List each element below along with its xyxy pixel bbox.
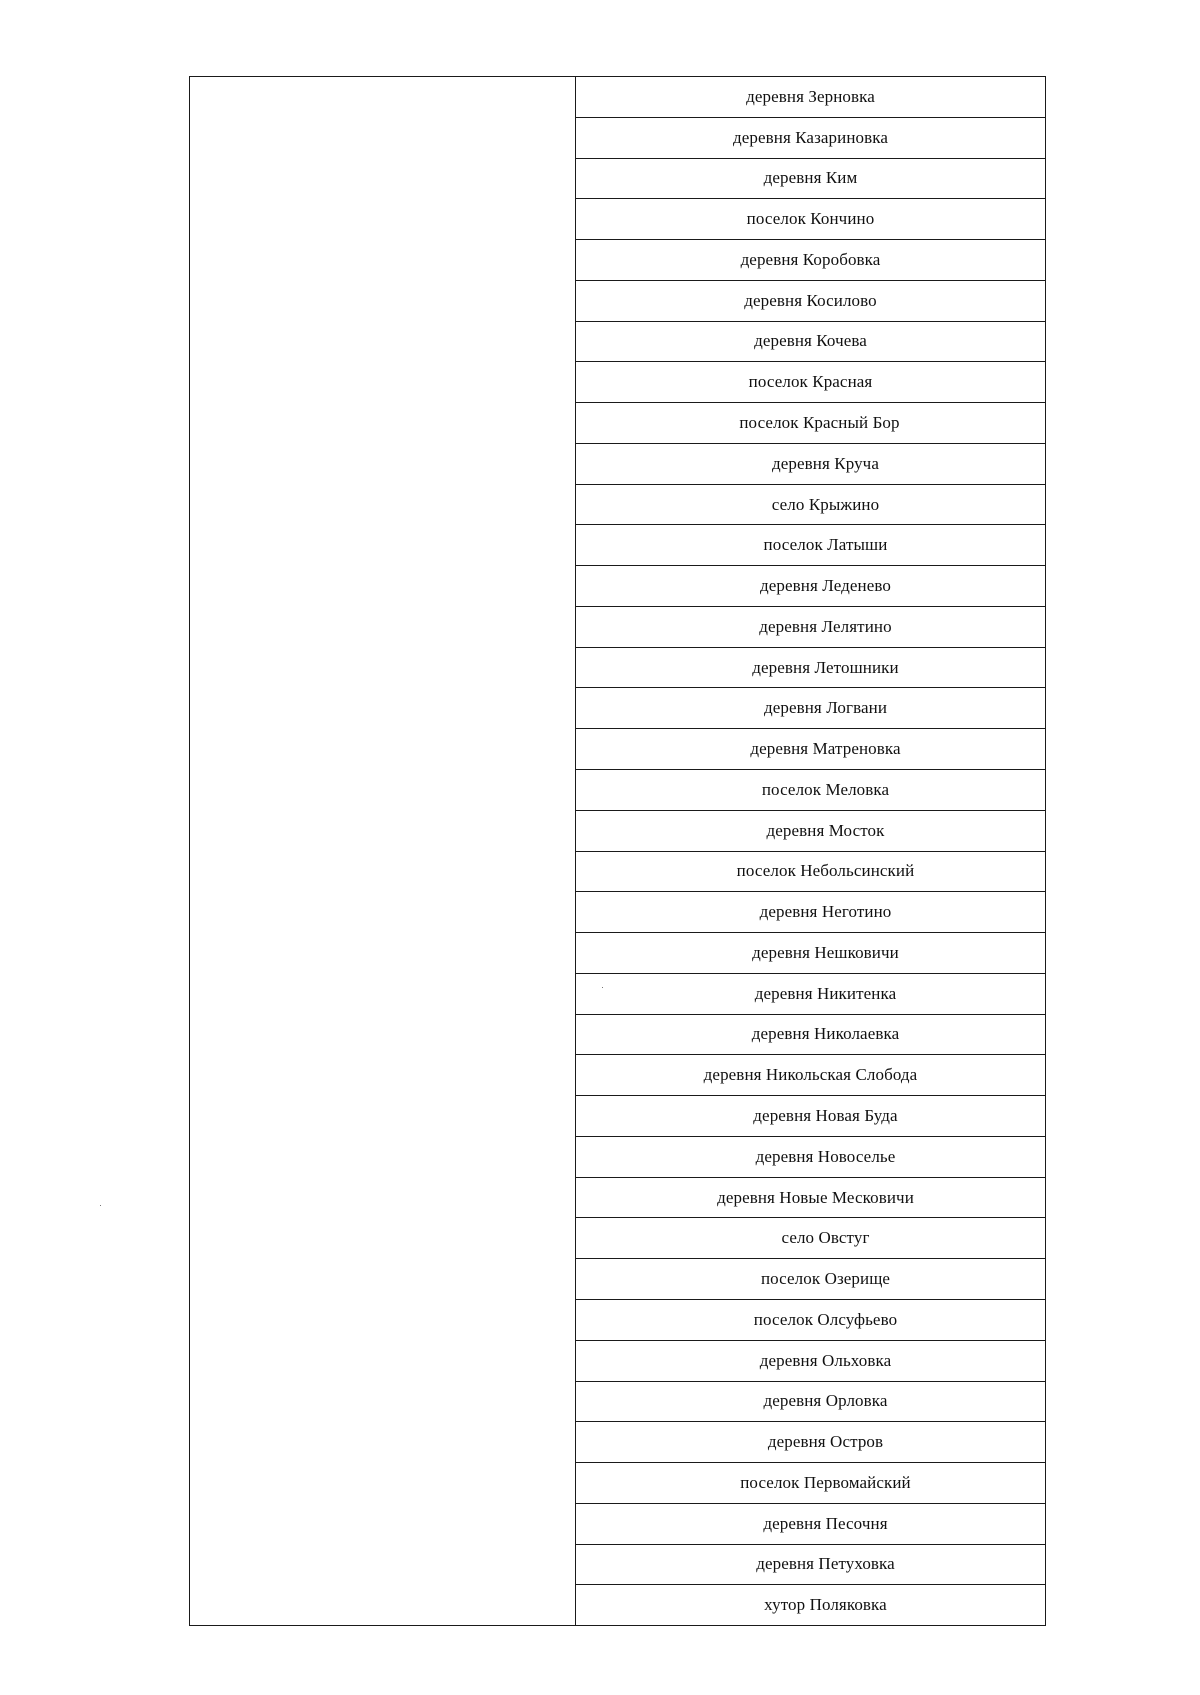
table-row: [576, 1585, 1045, 1625]
left-empty-cell: [190, 77, 576, 1625]
table-row: [576, 1422, 1045, 1463]
settlement-name: деревня Косилово: [744, 290, 877, 310]
table-row: [576, 77, 1045, 118]
settlement-name: деревня Новая Буда: [753, 1106, 898, 1126]
table-row: [576, 525, 1045, 566]
settlements-column: [576, 77, 1045, 1625]
scan-speck: [602, 987, 603, 988]
settlement-name: поселок Первомайский: [740, 1472, 911, 1492]
table-row: [576, 118, 1045, 159]
settlement-name: деревня Неготино: [759, 902, 892, 922]
settlement-name: деревня Казариновка: [732, 127, 889, 147]
settlement-name: деревня Логвани: [763, 698, 888, 718]
settlement-name: деревня Песочня: [763, 1513, 888, 1533]
table-row: [576, 933, 1045, 974]
settlement-name: поселок Озерище: [760, 1269, 891, 1289]
table-row: [576, 770, 1045, 811]
table-row: [576, 729, 1045, 770]
table-row: [576, 688, 1045, 729]
settlement-name: деревня Остров: [767, 1432, 884, 1452]
table-row: [576, 159, 1045, 200]
table-row: [576, 1382, 1045, 1423]
table-row: [576, 566, 1045, 607]
table-row: [576, 852, 1045, 893]
settlement-name: деревня Леденево: [759, 576, 892, 596]
settlement-name: деревня Мосток: [766, 820, 885, 840]
settlement-name: деревня Николаевка: [751, 1024, 900, 1044]
table-row: [576, 485, 1045, 526]
settlements-table: [189, 76, 1046, 1626]
table-row: [576, 362, 1045, 403]
settlement-name: деревня Летошники: [752, 657, 899, 677]
table-row: [576, 322, 1045, 363]
table-row: [576, 974, 1045, 1015]
table-row: [576, 1015, 1045, 1056]
table-row: [576, 811, 1045, 852]
settlement-name: деревня Кочева: [754, 331, 867, 351]
settlement-name: поселок Олсуфьево: [753, 1309, 898, 1329]
settlement-name: деревня Коробовка: [740, 249, 881, 269]
table-row: [576, 1259, 1045, 1300]
settlement-name: деревня Новые Месковичи: [717, 1187, 914, 1207]
settlement-name: поселок Красная: [748, 372, 873, 392]
table-row: [576, 1504, 1045, 1545]
table-row: [576, 403, 1045, 444]
table-row: [576, 281, 1045, 322]
settlement-name: хутор Поляковка: [764, 1595, 887, 1615]
settlement-name: деревня Ким: [763, 168, 858, 188]
settlement-name: деревня Нешковичи: [752, 942, 899, 962]
settlement-name: деревня Ольховка: [759, 1350, 892, 1370]
settlement-name: поселок Небольсинский: [736, 861, 915, 881]
table-row: [576, 1178, 1045, 1219]
table-row: [576, 444, 1045, 485]
table-row: [576, 648, 1045, 689]
table-row: [576, 199, 1045, 240]
settlement-name: село Крыжино: [771, 494, 880, 514]
settlement-name: поселок Меловка: [761, 779, 890, 799]
settlement-name: поселок Латыши: [763, 535, 888, 555]
table-row: [576, 1055, 1045, 1096]
settlement-name: поселок Кончино: [746, 209, 875, 229]
table-row: [576, 1341, 1045, 1382]
table-row: [576, 1218, 1045, 1259]
table-row: [576, 240, 1045, 281]
table-row: [576, 1545, 1045, 1586]
settlement-name: деревня Новоселье: [755, 1146, 896, 1166]
settlement-name: деревня Матреновка: [750, 739, 901, 759]
settlement-name: деревня Петуховка: [756, 1554, 895, 1574]
settlement-name: деревня Орловка: [763, 1391, 888, 1411]
table-row: [576, 1463, 1045, 1504]
settlement-name: деревня Никольская Слобода: [703, 1065, 918, 1085]
table-row: [576, 1096, 1045, 1137]
settlement-name: поселок Красный Бор: [739, 413, 900, 432]
settlement-name: деревня Никитенка: [754, 983, 897, 1003]
table-row: [576, 892, 1045, 933]
settlement-name: деревня Зерновка: [746, 86, 875, 106]
settlement-name: деревня Круча: [772, 453, 879, 473]
table-row: [576, 1300, 1045, 1341]
settlement-name: село Овстуг: [781, 1228, 870, 1248]
scan-speck: [100, 1205, 101, 1206]
table-row: [576, 607, 1045, 648]
table-row: [576, 1137, 1045, 1178]
settlement-name: деревня Лелятино: [759, 616, 892, 636]
